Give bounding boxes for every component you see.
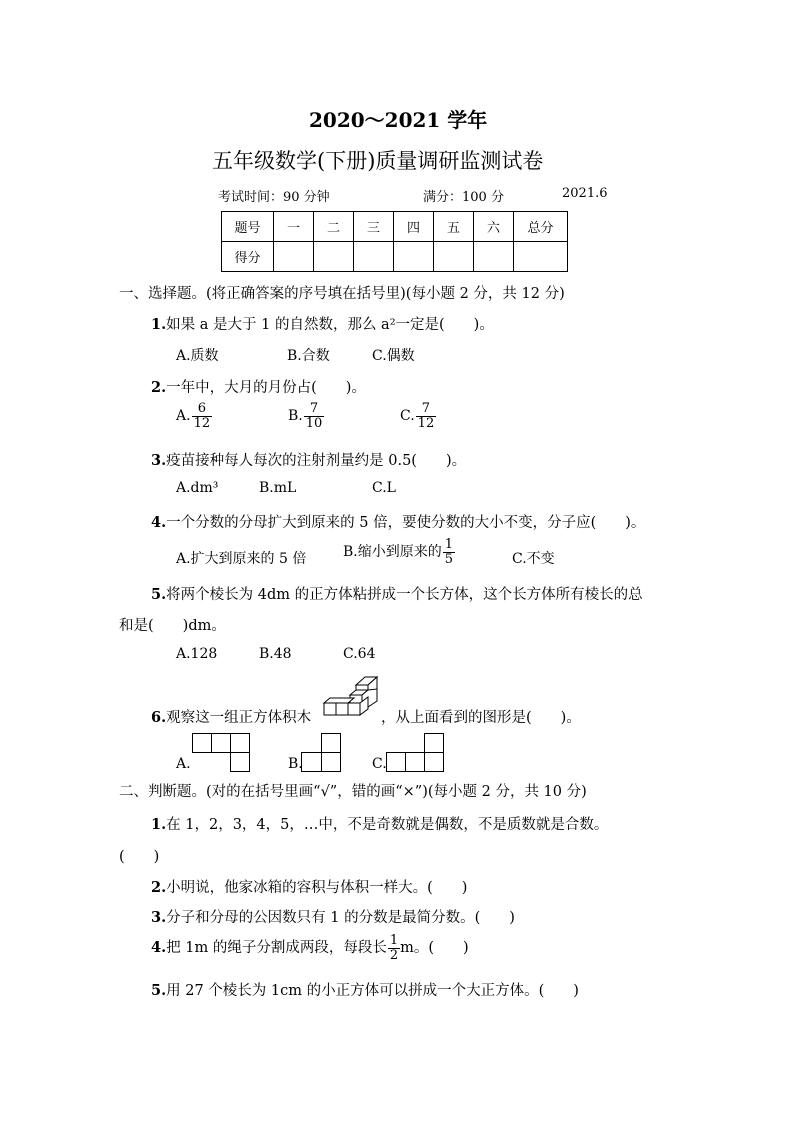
- score-input-cell[interactable]: [274, 242, 314, 272]
- exam-date: 2021.6: [562, 186, 608, 201]
- option-label: B.: [288, 408, 303, 425]
- option-label: C.: [400, 408, 415, 425]
- question-number: 3.: [151, 452, 167, 469]
- table-cell: 总分: [514, 212, 568, 242]
- question-text: 观察这一组正方体积木: [166, 710, 312, 726]
- question-number: 5.: [151, 982, 167, 999]
- question-number: 4.: [151, 939, 167, 957]
- question-1-2: [151, 376, 366, 397]
- score-table-header-row: [222, 212, 568, 242]
- table-cell: 四: [394, 212, 434, 242]
- fraction: [416, 402, 437, 430]
- option-c[interactable]: C.L: [372, 480, 396, 496]
- fraction: [304, 402, 325, 430]
- full-score: 满分：100 分: [423, 190, 504, 205]
- fraction-numerator: 7: [421, 401, 431, 416]
- option-c[interactable]: C.不变: [512, 551, 555, 567]
- question-text: 如果 a 是大于 1 的自然数，那么 a²一定是( )。: [166, 317, 494, 333]
- question-text-end: m。( ): [400, 940, 469, 957]
- option-b[interactable]: [288, 402, 324, 430]
- question-text: 把 1m 的绳子分割成两段，每段长: [166, 940, 387, 957]
- question-1-6: [151, 706, 311, 727]
- option-label: A.: [176, 408, 191, 425]
- option-c[interactable]: C.: [372, 756, 387, 772]
- table-cell: 得分: [222, 242, 274, 272]
- question-text: 在 1，2，3，4，5，…中，不是奇数就是偶数，不是质数就是合数。: [166, 817, 609, 833]
- option-label: B.缩小到原来的: [343, 544, 442, 561]
- cube-blocks-figure: [322, 676, 380, 720]
- fraction-denominator: 10: [305, 415, 323, 431]
- table-cell: 题号: [222, 212, 274, 242]
- option-a[interactable]: A.扩大到原来的 5 倍: [176, 551, 307, 567]
- question-text: 将两个棱长为 4dm 的正方体粘拼成一个长方体，这个长方体所有棱长的总: [166, 587, 643, 603]
- question-2-2: [151, 876, 467, 897]
- question-number: 2.: [151, 879, 167, 896]
- option-b[interactable]: B.合数: [287, 348, 330, 364]
- score-input-cell[interactable]: [354, 242, 394, 272]
- fraction-denominator: 5: [444, 551, 454, 567]
- question-1-4: [151, 511, 645, 532]
- question-number: 5.: [151, 586, 167, 603]
- option-a[interactable]: A.128: [176, 646, 218, 662]
- question-1-3: [151, 449, 466, 470]
- option-a[interactable]: A.dm³: [176, 480, 219, 496]
- option-b[interactable]: B.mL: [259, 480, 297, 496]
- question-1-1: [151, 313, 494, 334]
- option-a[interactable]: [176, 402, 212, 430]
- table-cell: 五: [434, 212, 474, 242]
- score-input-cell[interactable]: [314, 242, 354, 272]
- option-b[interactable]: B.48: [259, 646, 292, 662]
- fraction-numerator: 6: [197, 401, 206, 416]
- question-number: 3.: [151, 909, 167, 926]
- fraction-denominator: 12: [417, 415, 435, 431]
- question-2-1: [151, 813, 608, 834]
- top-view-option-c-figure: [386, 733, 444, 773]
- score-table: [221, 211, 568, 272]
- score-input-cell[interactable]: [474, 242, 514, 272]
- question-number: 6.: [151, 709, 167, 726]
- answer-blank[interactable]: ( ): [119, 849, 160, 865]
- option-c[interactable]: C.偶数: [372, 348, 415, 364]
- question-number: 2.: [151, 379, 167, 396]
- question-2-4: [151, 934, 469, 962]
- fraction: [192, 402, 213, 430]
- option-c[interactable]: C.64: [343, 646, 376, 662]
- question-text: 用 27 个棱长为 1cm 的小正方体可以拼成一个大正方体。( ): [166, 983, 579, 999]
- question-number: 4.: [151, 514, 167, 531]
- score-table-score-row: [222, 242, 568, 272]
- question-number: 1.: [151, 316, 167, 333]
- option-a[interactable]: A.质数: [176, 348, 219, 364]
- option-b[interactable]: [343, 538, 455, 566]
- fraction-numerator: 1: [389, 933, 399, 948]
- question-text-continued: ，从上面看到的图形是( )。: [381, 710, 581, 726]
- question-text: 疫苗接种每人每次的注射剂量约是 0.5( )。: [166, 453, 467, 469]
- question-number: 1.: [151, 816, 167, 833]
- fraction-numerator: 1: [444, 537, 454, 552]
- section-2-title: 二、判断题。(对的在括号里画“√”，错的画“×”)(每小题 2 分，共 10 分): [119, 784, 587, 800]
- fraction: [388, 934, 400, 962]
- exam-time: 考试时间：90 分钟: [218, 190, 330, 205]
- question-2-3: [151, 906, 515, 927]
- question-1-5: [151, 583, 643, 604]
- exam-title: 五年级数学(下册)质量调研监测试卷: [212, 149, 544, 173]
- top-view-option-a-figure: [192, 733, 250, 773]
- question-text: 一年中，大月的月份占( )。: [166, 380, 366, 396]
- table-cell: 一: [274, 212, 314, 242]
- fraction-numerator: 7: [309, 401, 319, 416]
- year-title: 2020～2021 学年: [309, 108, 488, 132]
- question-text-continued: 和是( )dm。: [119, 618, 226, 634]
- option-b[interactable]: B.: [288, 756, 303, 772]
- score-input-cell[interactable]: [434, 242, 474, 272]
- fraction: [443, 538, 455, 566]
- score-input-cell[interactable]: [394, 242, 434, 272]
- top-view-option-b-figure: [301, 733, 341, 773]
- fraction-denominator: 2: [389, 947, 399, 963]
- section-1-title: 一、选择题。(将正确答案的序号填在括号里)(每小题 2 分，共 12 分): [119, 286, 565, 302]
- question-text: 小明说，他家冰箱的容积与体积一样大。( ): [166, 880, 468, 896]
- table-cell: 六: [474, 212, 514, 242]
- fraction-denominator: 12: [193, 415, 211, 431]
- question-text: 一个分数的分母扩大到原来的 5 倍，要使分数的大小不变，分子应( )。: [166, 515, 646, 531]
- question-2-5: [151, 979, 579, 1000]
- table-cell: 三: [354, 212, 394, 242]
- option-c[interactable]: [400, 402, 436, 430]
- question-text: 分子和分母的公因数只有 1 的分数是最简分数。( ): [166, 910, 515, 926]
- table-cell: 二: [314, 212, 354, 242]
- option-a[interactable]: A.: [176, 756, 191, 772]
- score-input-cell[interactable]: [514, 242, 568, 272]
